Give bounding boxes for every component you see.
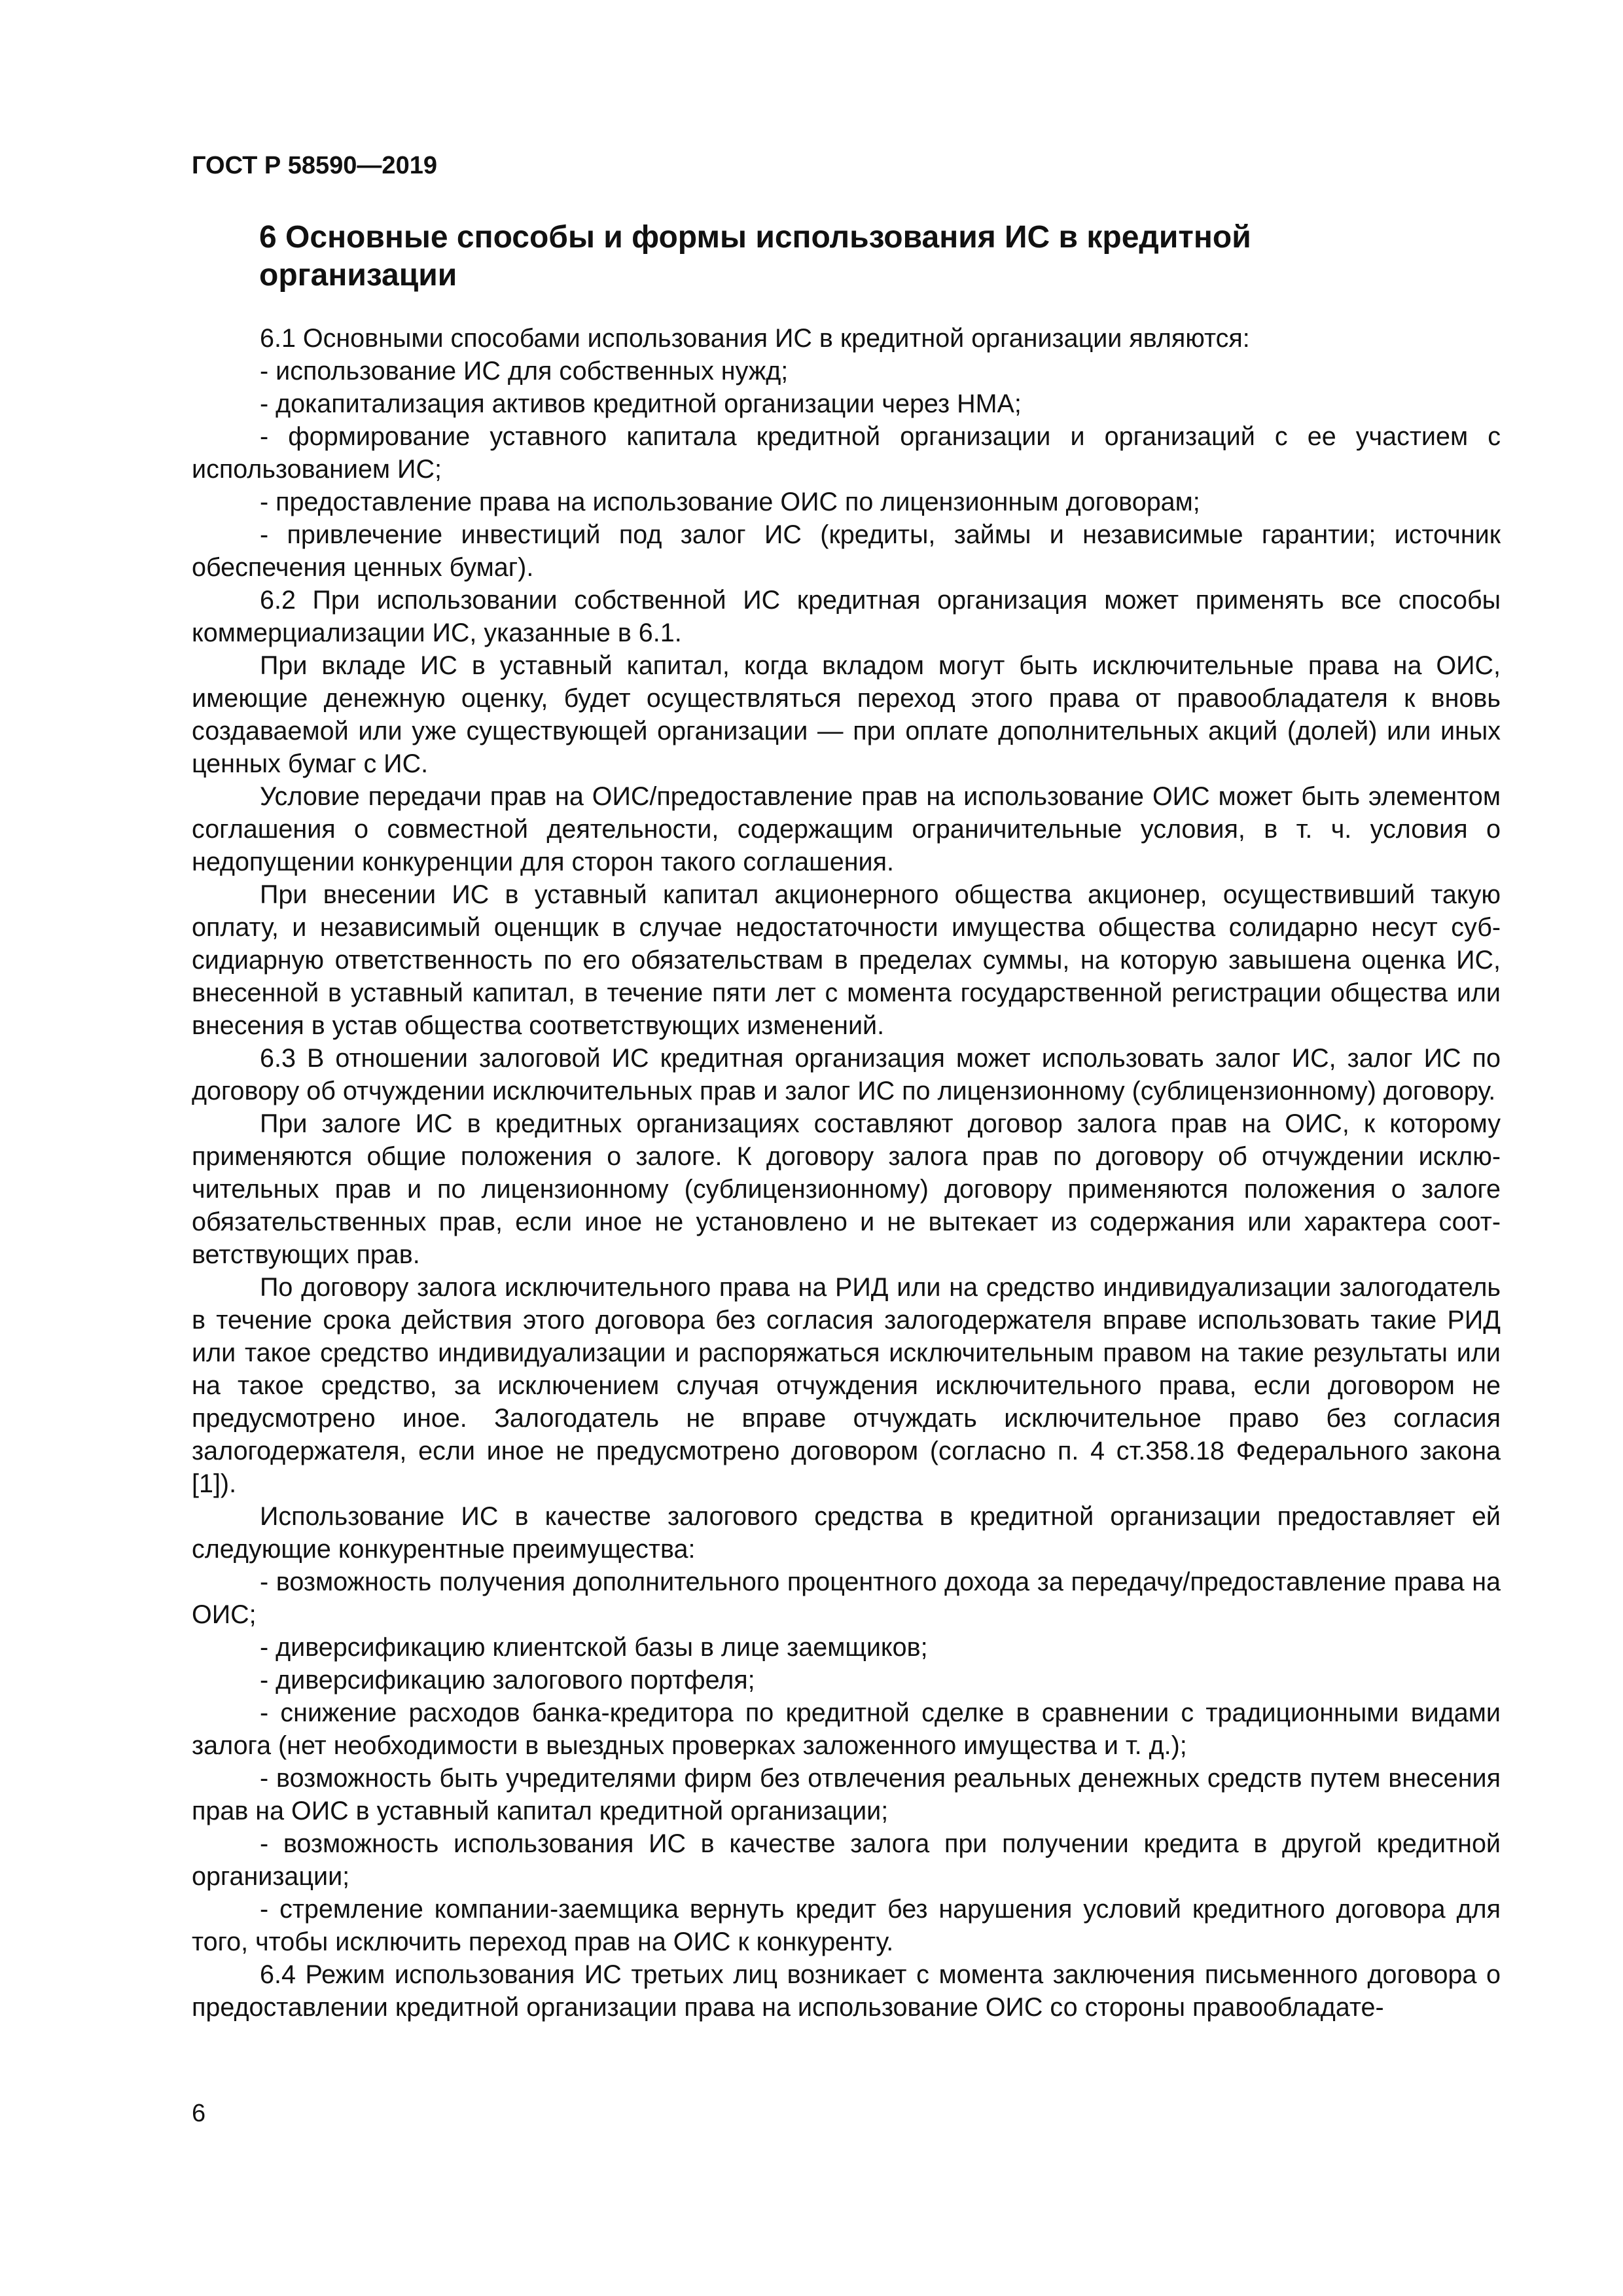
list-item: - снижение расходов банка-кредитора по кредитной сделке в сравнении с традиционными видами залога (нет необходимости в выездных проверках заложенного имущества и т. д.); [192,1698,1501,1760]
paragraph: При внесении ИС в уставный капитал акционерного общества акционер, осуществивший такую оплату, и независимый оценщик в случае недостаточности имущества общества солидарно несут субсидиарную ответственность по его обязательствам в пределах суммы, на которую завышена оценка ИС, внесенной в уставный капитал, в течение пяти лет с момента государственной регистрации общества или внесения в устав общества соответствующих изменений. [192,880,1501,1040]
list-item: - возможность быть учредителями фирм без отвлечения реальных денежных средств путем внесения прав на ОИС в уставный капитал кредитной организации; [192,1764,1501,1825]
paragraph-6-1: 6.1 Основными способами использования ИС в кредитной организации являются: [260,324,1250,353]
paragraph: Использование ИС в качестве залогового средства в кредитной организации предоставляет ей следующие конкурентные преимущества: [192,1502,1501,1564]
paragraph-6-4: 6.4 Режим использования ИС третьих лиц возникает с момента заключения письменного договора о предоставлении кредитной организации права на использование ОИС со стороны правообладате- [192,1960,1501,2022]
list-item: - использование ИС для собственных нужд; [260,357,789,386]
list-item: - возможность получения дополнительного процентного дохода за передачу/предоставление права на ОИС; [192,1568,1501,1629]
list-item: - диверсификацию залогового портфеля; [260,1666,755,1695]
list-item: - стремление компании-заемщика вернуть кредит без нарушения условий кредитного договора для того, чтобы исключить переход прав на ОИС к конкуренту. [192,1895,1501,1956]
paragraph: По договору залога исключительного права на РИД или на средство индивидуализации залогодатель в течение срока действия этого договора без согласия залогодержателя вправе использовать такие РИД или такое средство индивидуализации и распоряжаться исключительным правом на такие результаты или на такое средство, за исключением случая отчуждения исключительного права, если договором не предусмотрено иное. Залогодатель не вправе отчуждать исключительное право без согласия залогодержателя, если иное не предусмотрено договором (согласно п. 4 ст.358.18 Федерального закона [1]). [192,1273,1501,1498]
list-item: - возможность использования ИС в качестве залога при получении кредита в другой кредитной организации; [192,1829,1501,1891]
document-code-header: ГОСТ Р 58590—2019 [192,152,437,179]
list-item: - привлечение инвестиций под залог ИС (кредиты, займы и независимые гарантии; источник обеспечения ценных бумаг). [192,520,1501,582]
paragraph: При залоге ИС в кредитных организациях составляют договор залога прав на ОИС, к которому применяются общие положения о залоге. К договору залога прав по договору об отчуждении исключительных прав и по лицензионному (сублицензионному) договору применяются положения о залоге обязательственных прав, если иное не установлено и не вытекает из содержания или характера соответствующих прав. [192,1109,1501,1269]
paragraph: При вкладе ИС в уставный капитал, когда вкладом могут быть исключительные права на ОИС, имеющие денежную оценку, будет осуществляться переход этого права от правообладателя к вновь создаваемой или уже существующей организации — при оплате дополнительных акций (долей) или иных ценных бумаг с ИС. [192,651,1501,778]
section-heading: 6 Основные способы и формы использования ИС в кредитной организации [259,220,1251,293]
list-item: - диверсификацию клиентской базы в лице заемщиков; [260,1633,928,1662]
body-text [192,322,1501,2024]
list-item: - формирование уставного капитала кредитной организации и организаций с ее участием с использованием ИС; [192,422,1501,484]
paragraph-6-2: 6.2 При использовании собственной ИС кредитная организация может применять все способы коммерциализации ИС, указанные в 6.1. [192,586,1501,647]
paragraph: Условие передачи прав на ОИС/предоставление прав на использование ОИС может быть элементом соглашения о совместной деятельности, содержащим ограничительные условия, в т. ч. условия о недопущении конкуренции для сторон такого соглашения. [192,782,1501,876]
list-item: - предоставление права на использование ОИС по лицензионным договорам; [260,488,1200,516]
page-number: 6 [192,2100,206,2127]
list-item: - докапитализация активов кредитной организации через НМА; [260,389,1022,418]
paragraph-6-3: 6.3 В отношении залоговой ИС кредитная организация может использовать залог ИС, залог ИС по договору об отчуждении исключительных прав и залог ИС по лицензионному (сублицензионному) договору. [192,1044,1501,1105]
